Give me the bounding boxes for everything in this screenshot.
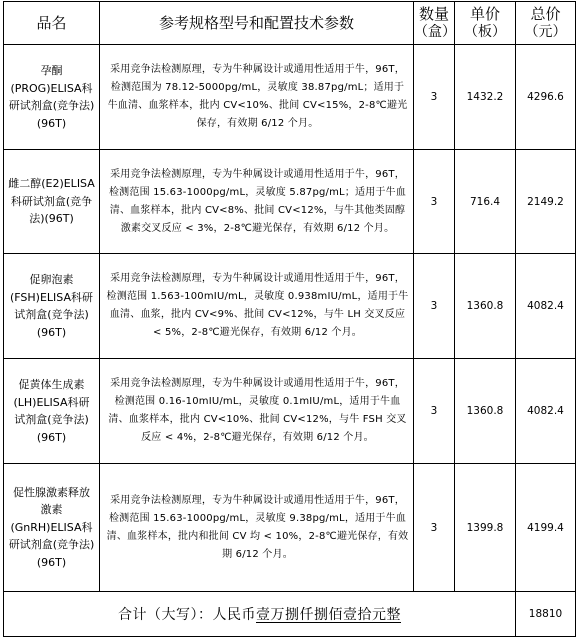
spec-cell: 采用竞争法检测原理，专为牛种属设计或通用性适用于牛，96T，检测范围 15.63-1000pg/mL，灵敏度 9.38pg/mL，适用于牛血清、血浆样本，批内和批间 CV 均 < 10%，2-8℃避光保存，有效期 6/12 个月。	[100, 464, 414, 592]
total-amount-words: 壹万捌仟捌佰壹拾元整	[256, 607, 401, 623]
spec-cell: 采用竞争法检测原理，专为牛种属设计或通用性适用于牛，96T，检测范围 0.16-10mIU/mL，灵敏度 0.1mIU/mL，适用于牛血清、血浆样本，批内 CV<10%、批间 CV<12%，与牛 FSH 交叉反应 < 4%，2-8℃避光保存，有效期 6/12 个月。	[100, 359, 414, 464]
total-cell: 4082.4	[516, 254, 576, 359]
header-total-unit: （元）	[524, 24, 567, 40]
header-qty-label: 数量	[418, 5, 449, 23]
table-row	[4, 359, 576, 464]
table-row	[4, 254, 576, 359]
header-spec: 参考规格型号和配置技术参数	[100, 2, 414, 45]
total-label-prefix: 合计（大写）：人民币	[118, 607, 256, 623]
header-total-label: 总价	[530, 5, 561, 23]
total-row	[4, 592, 576, 637]
price-cell: 1399.8	[455, 464, 516, 592]
header-row	[4, 2, 576, 45]
product-name-cell: 促卵泡素(FSH)ELISA科研试剂盒(竞争法)(96T)	[4, 254, 100, 359]
total-cell: 2149.2	[516, 150, 576, 254]
header-qty-unit: （盒）	[414, 24, 456, 40]
spec-cell: 采用竞争法检测原理，专为牛种属设计或通用性适用于牛，96T，检测范围 1.563-100mIU/mL，灵敏度 0.938mIU/mL，适用于牛血清、血浆，批内 CV<9%、批间 CV<12%，与牛 LH 交叉反应 < 5%，2-8℃避光保存，有效期 6/12 个月。	[100, 254, 414, 359]
total-cell: 4296.6	[516, 45, 576, 150]
table-row	[4, 45, 576, 150]
header-price	[455, 2, 516, 45]
header-name: 品名	[4, 2, 100, 45]
table-row	[4, 150, 576, 254]
quotation-table	[3, 1, 576, 637]
qty-cell: 3	[414, 359, 455, 464]
spec-cell: 采用竞争法检测原理，专为牛种属设计或通用性适用于牛，96T，检测范围 15.63-1000pg/mL，灵敏度 5.87pg/mL；适用于牛血清、血浆样本，批内 CV<8%、批间 CV<12%，与牛其他类固醇激素交叉反应 < 3%，2-8℃避光保存，有效期 6/12 个月。	[100, 150, 414, 254]
spec-cell: 采用竞争法检测原理，专为牛种属设计或通用性适用于牛，96T，检测范围为 78.12-5000pg/mL，灵敏度 38.87pg/mL；适用于牛血清、血浆样本，批内 CV<10%、批间 CV<15%，2-8℃避光保存，有效期 6/12 个月。	[100, 45, 414, 150]
total-cell: 4199.4	[516, 464, 576, 592]
header-qty	[414, 2, 455, 45]
header-price-unit: （板）	[464, 24, 506, 40]
header-price-label: 单价	[469, 5, 500, 23]
qty-cell: 3	[414, 150, 455, 254]
grand-total-cell: 18810	[516, 592, 576, 637]
price-cell: 1360.8	[455, 254, 516, 359]
product-name-cell: 促性腺激素释放激素(GnRH)ELISA科研试剂盒(竞争法)(96T)	[4, 464, 100, 592]
qty-cell: 3	[414, 254, 455, 359]
qty-cell: 3	[414, 45, 455, 150]
price-cell: 716.4	[455, 150, 516, 254]
total-cell: 4082.4	[516, 359, 576, 464]
total-in-words	[4, 592, 516, 637]
price-cell: 1360.8	[455, 359, 516, 464]
price-cell: 1432.2	[455, 45, 516, 150]
header-total	[516, 2, 576, 45]
product-name-cell: 孕酮(PROG)ELISA科研试剂盒(竞争法)(96T)	[4, 45, 100, 150]
product-name-cell: 促黄体生成素(LH)ELISA科研试剂盒(竞争法)(96T)	[4, 359, 100, 464]
product-name-cell: 雌二醇(E2)ELISA科研试剂盒(竞争法)(96T)	[4, 150, 100, 254]
qty-cell: 3	[414, 464, 455, 592]
table-row	[4, 464, 576, 592]
